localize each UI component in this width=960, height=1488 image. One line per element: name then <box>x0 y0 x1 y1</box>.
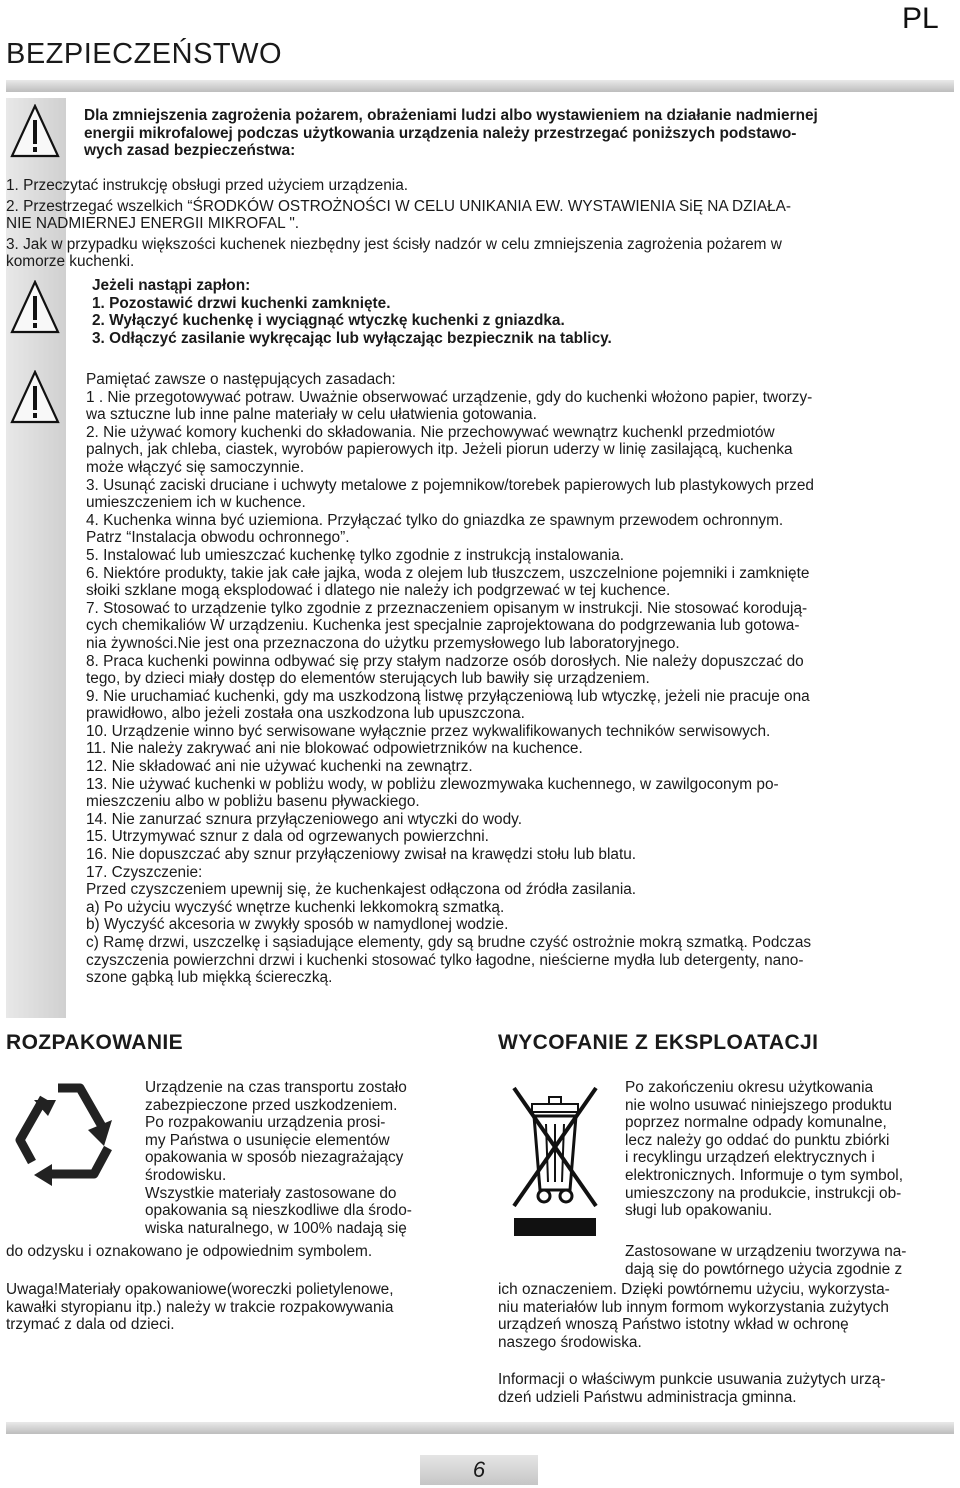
text-line: Uwaga!Materiały opakowaniowe(woreczki polietylenowe, <box>6 1281 394 1298</box>
disposal-paragraph-3 <box>498 1371 885 1406</box>
text-line: zabezpieczone przed uszkodzeniem. <box>145 1096 398 1114</box>
text-line: umieszczony na produkcie, instrukcji ob- <box>625 1184 902 1202</box>
text-line: 2. Wyłączyć kuchenkę i wyciągnąć wtyczkę kuchenki z gniazdka. <box>92 312 565 330</box>
text-line: mieszczeniu albo w pobliżu basenu pływackiego. <box>86 793 420 811</box>
text-line: 11. Nie należy zakrywać ani nie blokować odpowietrzników na kuchence. <box>86 740 583 758</box>
text-line: Po rozpakowaniu urządzenia prosi- <box>145 1114 386 1132</box>
text-line: 1. Przeczytać instrukcję obsługi przed użyciem urządzenia. <box>6 177 409 194</box>
text-line: prawidłowo, albo jeżeli została ona uszkodzona lub upuszczona. <box>86 705 525 723</box>
text-line: 15. Utrzymywać sznur z dala od ogrzewanych powierzchni. <box>86 828 489 846</box>
text-line: trzymać z dala od dzieci. <box>6 1316 175 1334</box>
footer-divider <box>6 1422 954 1434</box>
text-line: Pamiętać zawsze o następujących zasadach: <box>86 371 396 388</box>
text-line: 13. Nie używać kuchenki w pobliżu wody, w pobliżu zlewozmywaka kuchennego, w zawilgoconym po- <box>86 775 779 793</box>
text-line: Zastosowane w urządzeniu tworzywa na- <box>625 1243 907 1260</box>
text-line: 8. Praca kuchenki powinna odbywać się przy stałym nadzorze osób dorosłych. Nie należy dopuszczać do <box>86 652 804 670</box>
text-line: 4. Kuchenka winna być uziemiona. Przyłączać tylko do gniazdka ze spawnym przewodem ochronnym. <box>86 511 784 529</box>
text-line: Urządzenie na czas transportu zostało <box>145 1079 407 1096</box>
text-line: NIE NADMIERNEJ ENERGII MIKROFAL ". <box>6 215 300 233</box>
text-line: ich oznaczeniem. Dzięki powtórnemu użyciu, wykorzysta- <box>498 1281 890 1298</box>
text-line: środowisku. <box>145 1166 227 1184</box>
text-line: Informacji o właściwym punkcie usuwania zużytych urzą- <box>498 1371 886 1388</box>
text-line: energii mikrofalowej podczas użytkowania urządzenia należy przestrzegać poniższych podstawo- <box>84 124 797 142</box>
text-line: Patrz “Instalacja obwodu ochronnego”. <box>86 529 350 547</box>
text-line: wiska naturalnego, w 100% nadają się <box>145 1219 407 1237</box>
text-line: niu materiałów lub innym formom wykorzystania zużytych <box>498 1298 889 1316</box>
text-line: opakowania w sposób niezagrażający <box>145 1149 404 1167</box>
text-line: lecz należy go oddać do punktu zbiórki <box>625 1131 890 1149</box>
text-line: my Państwa o usunięcie elementów <box>145 1131 390 1149</box>
text-line: 3. Jak w przypadku większości kuchenek niezbędny jest ścisły nadzór w celu zmniejszenia zagrożenia pożarem w <box>6 235 782 253</box>
text-line: poprzez normalne odpady komunalne, <box>625 1114 887 1132</box>
text-line: b) Wyczyść akcesoria w zwykły sposób w namydlonej wodzie. <box>86 916 509 934</box>
header-divider <box>6 80 954 92</box>
text-line: może włączyć się samoczynnie. <box>86 458 305 476</box>
disposal-paragraph-2 <box>625 1243 906 1278</box>
text-line: umieszczeniem ich w kuchence. <box>86 494 306 512</box>
text-line: 2. Przestrzegać wszelkich “ŚRODKÓW OSTROŻNOŚCI W CELU UNIKANIA EW. WYSTAWIENIA SiĘ NA DZIAŁA- <box>6 197 792 215</box>
text-line: nie wolno usuwać niniejszego produktu <box>625 1096 892 1114</box>
warning-icon <box>10 280 60 334</box>
text-line: i recyklingu urządzeń elektrycznych i <box>625 1149 875 1167</box>
page-title: BEZPIECZEŃSTWO <box>6 38 283 70</box>
recycle-icon <box>8 1070 130 1198</box>
text-line: wych zasad bezpieczeństwa: <box>84 142 296 160</box>
unpacking-warning <box>6 1281 394 1334</box>
warning-icon <box>10 104 60 158</box>
warning-icon <box>10 370 60 424</box>
text-line: kawałki styropianu itp.) należy w trakcie rozpakowywania <box>6 1298 394 1316</box>
text-line: elektronicznych. Informuje o tym symbol, <box>625 1166 903 1184</box>
text-line: 12. Nie składować ani nie używać kuchenki na zewnątrz. <box>86 758 473 776</box>
crossed-bin-icon <box>502 1078 608 1240</box>
text-line: 2. Nie używać komory kuchenki do składowania. Nie przechowywać wewnątrz kuchenkl przedmiotów <box>86 423 775 441</box>
text-line: 3. Odłączyć zasilanie wykręcając lub wyłączając bezpiecznik na tablicy. <box>92 329 612 347</box>
safety-intro <box>84 107 818 160</box>
text-line: opakowania są nieszkodliwe dla środo- <box>145 1202 412 1220</box>
safety-points <box>6 177 791 271</box>
page-number: 6 <box>420 1455 538 1485</box>
text-line: 5. Instalować lub umieszczać kuchenkę tylko zgodnie z instrukcją instalowania. <box>86 546 625 564</box>
text-line: palnych, jak chleba, ciastek, wyrobów papierowych itp. Jeżeli piorun uderzy w linię zasilającą, kuchenka <box>86 441 793 459</box>
text-line: wa sztuczne lub inne palne materiały w celu ułatwienia gotowania. <box>86 406 537 424</box>
text-line: sługi lub opakowaniu. <box>625 1202 773 1220</box>
text-line: dają się do powtórnego użycia zgodnie z <box>625 1260 903 1278</box>
text-line: 1. Pozostawić drzwi kuchenki zamknięte. <box>92 294 391 312</box>
text-line: nia żywności.Nie jest ona przeznaczona do użytku przemysłowego lub laboratoryjnego. <box>86 634 680 652</box>
language-code: PL <box>902 2 939 35</box>
text-line: słoiki szklane mogą eksplodować i dlatego nie należy ich podgrzewać w tej kuchence. <box>86 582 671 600</box>
text-line: 17. Czyszczenie: <box>86 863 203 881</box>
text-line: Po zakończeniu okresu użytkowania <box>625 1079 874 1096</box>
text-line: 14. Nie zanurzać sznura przyłączeniowego ani wtyczki do wody. <box>86 810 522 828</box>
text-line: 3. Usunąć zaciski druciane i uchwyty metalowe z pojemnikow/torebek papierowych lub plastykowych przed <box>86 476 814 494</box>
unpacking-paragraph <box>145 1079 412 1237</box>
text-line: dzeń udzieli Państwu administracja gminna. <box>498 1388 797 1406</box>
disposal-paragraph <box>625 1079 903 1220</box>
text-line: urządzeń wnoszą Państwo istotny wkład w ochronę <box>498 1316 849 1334</box>
disposal-paragraph-2-cont <box>498 1281 890 1351</box>
text-line: 16. Nie dopuszczać aby sznur przyłączeniowy zwisał na krawędzi stołu lub blatu. <box>86 846 637 864</box>
safety-rules <box>86 371 814 987</box>
text-line: cych chemikaliów W urządzeniu. Kuchenka jest specjalnie zaprojektowana do podgrzewania lub gotowa- <box>86 617 800 635</box>
text-line: c) Ramę drzwi, uszczelkę i sąsiadujące elementy, gdy są brudne czyść ostrożnie mokrą szmatką. Podczas <box>86 934 812 951</box>
disposal-title: WYCOFANIE Z EKSPLOATACJI <box>498 1031 819 1054</box>
unpacking-title: ROZPAKOWANIE <box>6 1031 184 1054</box>
text-line: 10. Urządzenie winno być serwisowane wyłącznie przez wykwalifikowanych techników serwisowych. <box>86 722 771 740</box>
text-line: naszego środowiska. <box>498 1333 642 1351</box>
text-line: komorze kuchenki. <box>6 253 135 271</box>
text-line: Dla zmniejszenia zagrożenia pożarem, obrażeniami ludzi albo wystawieniem na działanie nadmiernej <box>84 107 818 124</box>
text-line: Jeżeli nastąpi zapłon: <box>92 277 251 294</box>
text-line: 9. Nie uruchamiać kuchenki, gdy ma uszkodzoną listwę przyłączeniową lub wtyczkę, jeżeli nie pracuje ona <box>86 687 810 705</box>
text-line: Wszystkie materiały zastosowane do <box>145 1184 397 1202</box>
text-line: 1 . Nie przegotowywać potraw. Uważnie obserwować urządzenie, gdy do kuchenki włożono papier, tworzy- <box>86 388 813 406</box>
text-line: szone gąbką lub miękką ściereczką. <box>86 969 333 987</box>
text-line: a) Po użyciu wyczyść wnętrze kuchenki lekkomokrą szmatką. <box>86 898 505 916</box>
text-line: czyszczenia powierzchni drzwi i kuchenki stosować tylko łagodne, nieścierne mydła lub detergenty, nano- <box>86 951 804 969</box>
text-line: 6. Niektóre produkty, takie jak całe jajka, woda z olejem lub tłuszczem, uszczelnione pojemniki i zamknięte <box>86 564 810 582</box>
text-line: 7. Stosować to urządzenie tylko zgodnie z przeznaczeniem opisanym w instrukcji. Nie stosować korodują- <box>86 599 808 617</box>
unpacking-paragraph-end: do odzysku i oznakowano je odpowiednim symbolem. <box>6 1243 373 1260</box>
text-line: tego, by dzieci miały dostęp do elementów sterujących lub bawiły się urządzeniem. <box>86 670 650 688</box>
text-line: Przed czyszczeniem upewnij się, że kuchenkajest odłączona od źródła zasilania. <box>86 881 637 899</box>
fire-instructions <box>92 277 612 347</box>
